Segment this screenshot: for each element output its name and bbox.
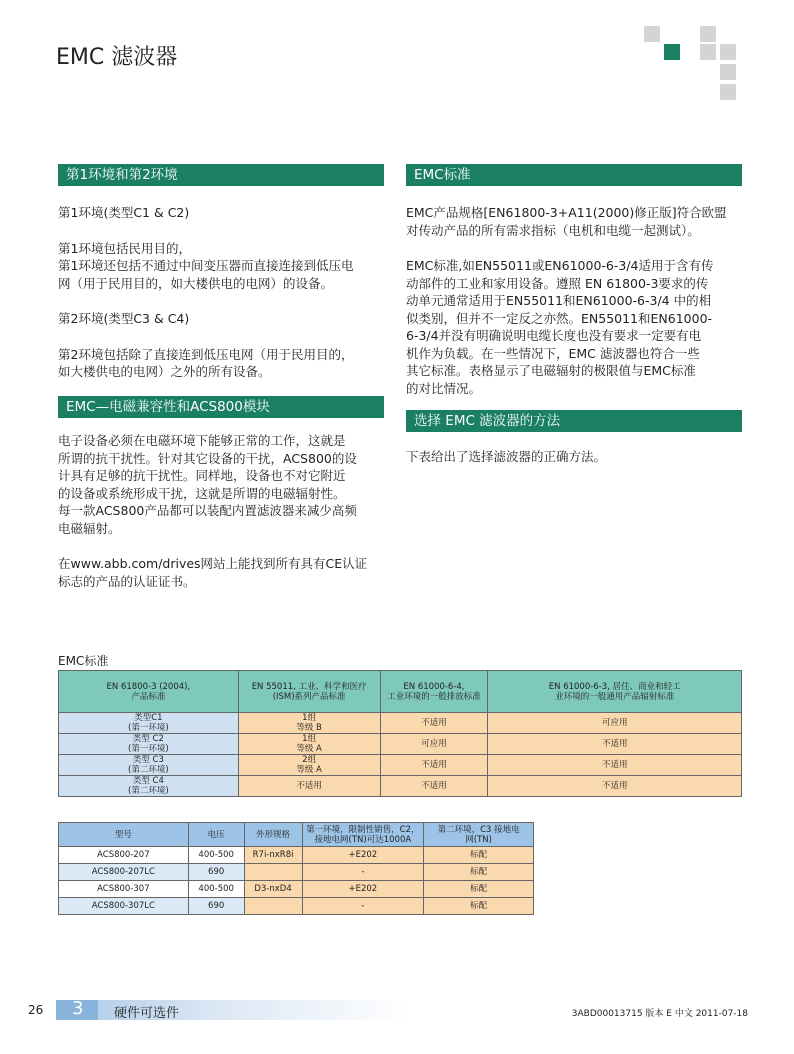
env1-heading: 第1环境(类型C1 & C2) [58,205,190,220]
page-title: EMC 滤波器 [56,45,178,70]
website-line-1: 在www.abb.com/drives网站上能找到所有具有CE认证 [58,556,368,571]
en61000-6-3-cell: 不适用 [488,734,742,755]
c2-cell: +E202 [302,881,424,898]
std-p1-line-2: 对传动产品的所有需求指标（电机和电缆一起测试）。 [406,222,700,238]
emc-line-4: 的设备或系统形成干扰，这就是所谓的电磁辐射性。 [58,485,346,501]
footer-chapter-bar [56,1000,410,1020]
emc-standards-table [58,670,742,797]
table-row [59,734,742,755]
model-cell: ACS800-307 [59,881,189,898]
env2-line-2: 如大楼供电的电网）之外的所有设备。 [58,364,271,379]
header-en55011: EN 55011, 工业、科学和医疗 (ISM)系列产品标准 [238,671,380,713]
emc-table-caption: EMC标准 [58,654,109,668]
en55011-cell: 不适用 [238,776,380,797]
en61000-6-3-cell: 不适用 [488,755,742,776]
emc-line-6: 电磁辐射。 [58,520,121,536]
header-first-env: 第一环境，限制性销售，C2， 接地电网(TN)可达1000A [302,823,424,847]
voltage-cell: 400-500 [188,881,244,898]
env1-line-2: 第1环境还包括不通过中间变压器而直接连接到低压电 [58,258,354,273]
emc-table-header-row [59,671,742,713]
en61000-6-4-cell: 不适用 [380,713,488,734]
website-line-2: 标志的产品的认证证书。 [58,573,196,589]
std-p2-line-4: 似类别，但并不一定反之亦然。EN55011和EN61000- [406,310,713,326]
emc-line-2: 所谓的抗干扰性。针对其它设备的干扰，ACS800的设 [58,450,357,466]
std-p2-line-6: 机作为负载。在一些情况下，EMC 滤波器也符合一些 [406,345,700,361]
header-second-env: 第二环境，C3 接地电 网(TN) [424,823,534,847]
table-row [59,713,742,734]
c3-cell: 标配 [424,864,534,881]
c3-cell: 标配 [424,881,534,898]
category-cell: 类型 C3 (第二环境) [59,755,239,776]
model-cell: ACS800-207 [59,847,189,864]
en55011-cell: 1组 等级 B [238,713,380,734]
c3-cell: 标配 [424,847,534,864]
en55011-cell: 2组 等级 A [238,755,380,776]
std-p2-line-2: 动部件的工业和家用设备。遵照 EN 61800-3要求的传 [406,275,709,291]
document-code: 3ABD00013715 版本 E 中文 2011-07-18 [571,1009,748,1019]
header-model: 型号 [59,823,189,847]
std-p1-line-1: EMC产品规格[EN61800-3+A11(2000)修正版]符合欧盟 [406,205,727,220]
header-voltage: 电压 [188,823,244,847]
category-cell: 类型C1 (第一环境) [59,713,239,734]
frame-cell [244,864,302,881]
voltage-cell: 690 [188,898,244,915]
page-number: 26 [28,1003,44,1017]
chapter-number: 3 [72,998,84,1019]
table-row [59,755,742,776]
en61000-6-4-cell: 不适用 [380,776,488,797]
header-en61800: EN 61800-3 (2004), 产品标准 [59,671,239,713]
en61000-6-4-cell: 可应用 [380,734,488,755]
en61000-6-3-cell: 不适用 [488,776,742,797]
voltage-cell: 400-500 [188,847,244,864]
frame-cell [244,898,302,915]
filter-model-table [58,822,534,915]
table-row [59,898,534,915]
section-title-emc-standards: EMC标准 [406,164,742,186]
c2-cell: - [302,864,424,881]
model-cell: ACS800-207LC [59,864,189,881]
category-cell: 类型 C4 (第二环境) [59,776,239,797]
frame-cell: R7i-nxR8i [244,847,302,864]
en61000-6-4-cell: 不适用 [380,755,488,776]
section-title-environments: 第1环境和第2环境 [58,164,384,186]
frame-cell: D3-nxD4 [244,881,302,898]
std-p2-line-7: 其它标准。表格显示了电磁辐射的极限值与EMC标准 [406,363,696,378]
filter-selection-text: 下表给出了选择滤波器的正确方法。 [406,449,607,464]
en61000-6-3-cell: 可应用 [488,713,742,734]
section-title-filter-selection: 选择 EMC 滤波器的方法 [406,410,742,432]
table-row [59,864,534,881]
en55011-cell: 1组 等级 A [238,734,380,755]
section-title-emc-acs800: EMC—电磁兼容性和ACS800模块 [58,396,384,418]
header-en61000-6-3: EN 61000-6-3, 居住、商业和轻工 业环境的一般通用产品辐射标准 [488,671,742,713]
model-table-header-row [59,823,534,847]
env2-heading: 第2环境(类型C3 & C4) [58,311,190,326]
table-row [59,847,534,864]
category-cell: 类型 C2 (第一环境) [59,734,239,755]
table-row [59,881,534,898]
c3-cell: 标配 [424,898,534,915]
c2-cell: +E202 [302,847,424,864]
header-en61000-6-4: EN 61000-6-4, 工业环境的一般排放标准 [380,671,488,713]
std-p2-line-3: 动单元通常适用于EN55011和EN61000-6-3/4 中的相 [406,293,712,308]
model-cell: ACS800-307LC [59,898,189,915]
emc-line-3: 计具有足够的抗干扰性。同样地，设备也不对它附近 [58,468,346,483]
header-frame: 外形规格 [244,823,302,847]
abb-decorative-squares [640,22,740,102]
emc-acs800-text [58,432,388,590]
emc-line-1: 电子设备必须在电磁环境下能够正常的工作，这就是 [58,433,346,448]
std-p2-line-8: 的对比情况。 [406,380,482,396]
c2-cell: - [302,898,424,915]
emc-standards-text [406,204,746,397]
voltage-cell: 690 [188,864,244,881]
std-p2-line-5: 6-3/4并没有明确说明电缆长度也没有要求一定要有电 [406,328,702,343]
env2-line-1: 第2环境包括除了直接连到低压电网（用于民用目的， [58,346,354,362]
env1-line-1: 第1环境包括民用目的， [58,240,191,256]
environments-text [58,204,388,381]
table-row [59,776,742,797]
env1-line-3: 网（用于民用目的，如大楼供电的电网）的设备。 [58,275,334,291]
std-p2-line-1: EMC标准,如EN55011或EN61000-6-3/4适用于含有传 [406,258,714,273]
emc-line-5: 每一款ACS800产品都可以装配内置滤波器来减少高频 [58,503,357,518]
chapter-title: 硬件可选件 [114,1006,180,1021]
